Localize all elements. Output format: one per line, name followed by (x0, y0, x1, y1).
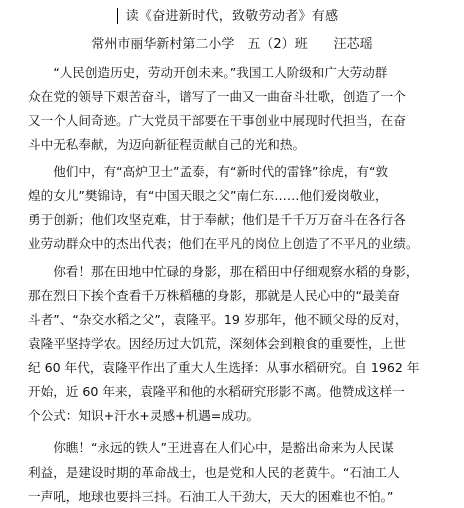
document-title: 读《奋进新时代，致敬劳动者》有感 (125, 9, 339, 24)
paragraph-line: 纪 60 年代，袁隆平作出了重大人生选择：从事水稻研究。自 1962 年 (28, 360, 420, 375)
paragraph-2 (28, 160, 438, 256)
paragraph-line: 众在党的领导下艰苦奋斗，谱写了一曲又一曲奋斗壮歌，创造了一个 (28, 89, 406, 104)
paragraph-line: 煌的女儿”樊锦诗，有“中国天眼之父”南仁东……他们爱岗敬业， (28, 188, 388, 203)
author-line: 常州市丽华新村第二小学 五（2）班 汪芯瑶 (91, 37, 373, 52)
paragraph-line: 你瞧！“永远的铁人”王进喜在人们心中，是豁出命来为人民谋 (28, 440, 394, 455)
paragraph-line: 利益，是建设时期的革命战士，也是党和人民的老黄牛。“石油工人 (28, 464, 400, 480)
paragraph-line: 你看！那在田地中忙碌的身影，那在稻田中仔细观察水稻的身影， (28, 264, 419, 279)
paragraph-line: 那在烈日下挨个查看千万株稻穗的身影，那就是人民心中的“最美奋 (28, 288, 400, 303)
paragraph-3 (28, 260, 438, 428)
paragraph-line: 他们中，有“高炉卫士”孟泰，有“新时代的雷锋”徐虎，有“敦 (28, 164, 389, 179)
paragraph-line: 斗中无私奉献，为迈向新征程贡献自己的光和热。 (28, 137, 306, 152)
paragraph-line: 又一个人间奇迹。广大党员干部要在干事创业中展现时代担当，在奋 (28, 113, 406, 128)
paragraph-line: 一声吼，地球也要抖三抖。石油工人干劲大，天大的困难也不怕。” (28, 489, 394, 504)
paragraph-line: 勇于创新；他们攻坚克难，甘于奉献；他们是千千万万奋斗在各行各 (28, 212, 406, 227)
paragraph-line: 袁隆平坚持学农。因经历过大饥荒，深刻体会到粮食的重要性，上世 (28, 336, 406, 351)
paragraph-line: 业劳动群众中的杰出代表；他们在平凡的岗位上创造了不平凡的业绩。 (28, 236, 419, 251)
paragraph-line: 个公式：知识+汗水+灵感+机遇=成功。 (28, 408, 260, 423)
paragraph-line: 斗者”、“杂交水稻之父”，袁隆平。19 岁那年，他不顾父母的反对， (28, 312, 408, 327)
paragraph-4 (28, 436, 438, 508)
paragraph-line: 开始，近 60 年来，袁隆平和他的水稻研究形影不离。他赞成这样一 (28, 384, 405, 399)
paragraph-line: “人民创造历史，劳动开创未来。”我国工人阶级和广大劳动群 (28, 65, 388, 80)
paragraph-1 (28, 61, 438, 157)
